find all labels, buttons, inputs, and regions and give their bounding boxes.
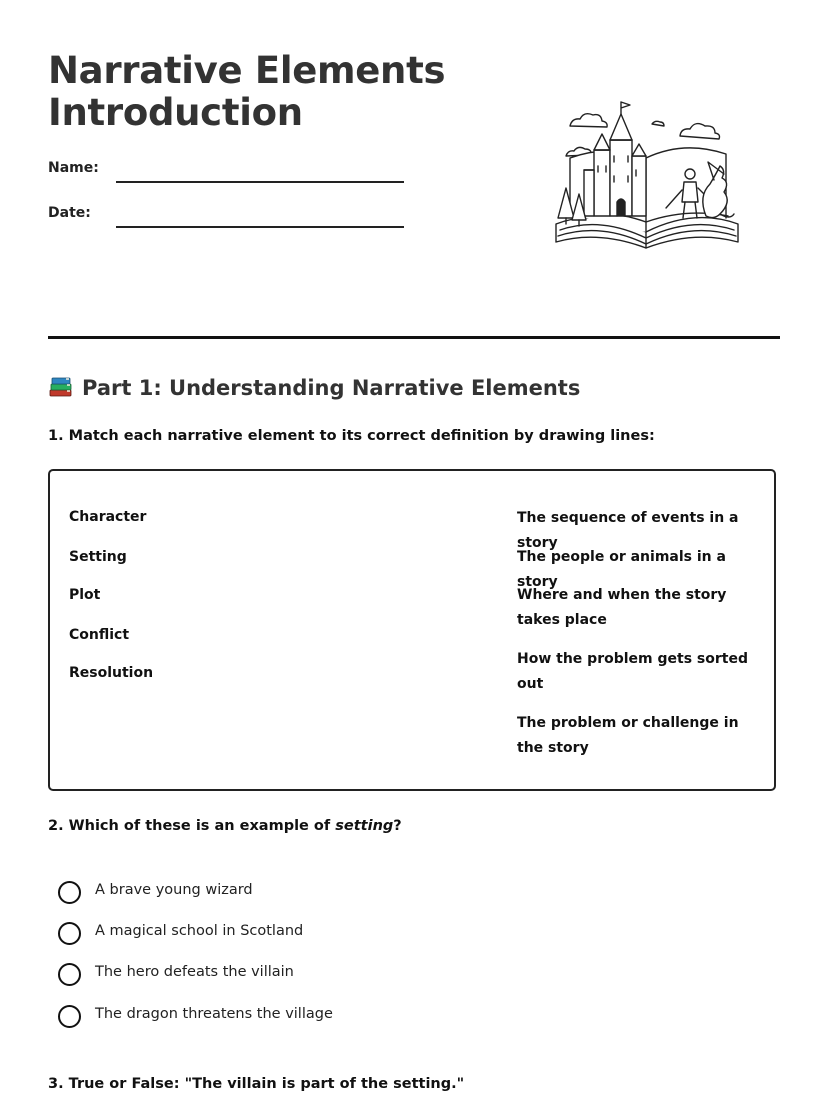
term-resolution[interactable]: Resolution bbox=[69, 665, 154, 681]
question-2-prompt-end: ? bbox=[393, 818, 402, 834]
question-2-prompt bbox=[48, 818, 402, 834]
term-plot[interactable]: Plot bbox=[69, 587, 101, 603]
option-label: A brave young wizard bbox=[95, 882, 253, 898]
storybook-castle-knight-dragon-illustration bbox=[548, 96, 744, 252]
option-label: A magical school in Scotland bbox=[95, 923, 304, 939]
term-character[interactable]: Character bbox=[69, 509, 147, 525]
radio-button[interactable] bbox=[58, 922, 81, 945]
radio-button[interactable] bbox=[58, 881, 81, 904]
title-line-2: Introduction bbox=[48, 91, 303, 134]
question-1-prompt: 1. Match each narrative element to its correct definition by drawing lines: bbox=[48, 428, 655, 444]
matching-box bbox=[48, 469, 776, 791]
title-line-1: Narrative Elements bbox=[48, 49, 446, 92]
name-line[interactable] bbox=[116, 181, 404, 183]
definition-conflict[interactable]: The problem or challenge in the story bbox=[517, 715, 739, 756]
definition-setting[interactable]: Where and when the story takes place bbox=[517, 587, 727, 628]
worksheet-title bbox=[48, 50, 445, 134]
part1-title-text: Part 1: Understanding Narrative Elements bbox=[82, 376, 581, 400]
term-setting[interactable]: Setting bbox=[69, 549, 127, 565]
radio-button[interactable] bbox=[58, 1005, 81, 1028]
definition-plot[interactable]: The sequence of events in a story bbox=[517, 510, 739, 551]
definition-character[interactable]: The people or animals in a story bbox=[517, 549, 726, 590]
question-2-prompt-start: 2. Which of these is an example of bbox=[48, 818, 336, 834]
books-icon bbox=[48, 373, 74, 399]
radio-button[interactable] bbox=[58, 963, 81, 986]
part1-title bbox=[48, 373, 580, 400]
question-2-emphasis: setting bbox=[335, 818, 394, 834]
date-line[interactable] bbox=[116, 226, 404, 228]
name-label: Name: bbox=[48, 160, 99, 176]
section-divider bbox=[48, 336, 780, 339]
term-conflict[interactable]: Conflict bbox=[69, 627, 130, 643]
date-label: Date: bbox=[48, 205, 91, 221]
definition-resolution[interactable]: How the problem gets sorted out bbox=[517, 651, 748, 692]
question-3-prompt: 3. True or False: "The villain is part of the setting." bbox=[48, 1076, 465, 1092]
option-label: The hero defeats the villain bbox=[95, 964, 294, 980]
option-label: The dragon threatens the village bbox=[95, 1006, 333, 1022]
